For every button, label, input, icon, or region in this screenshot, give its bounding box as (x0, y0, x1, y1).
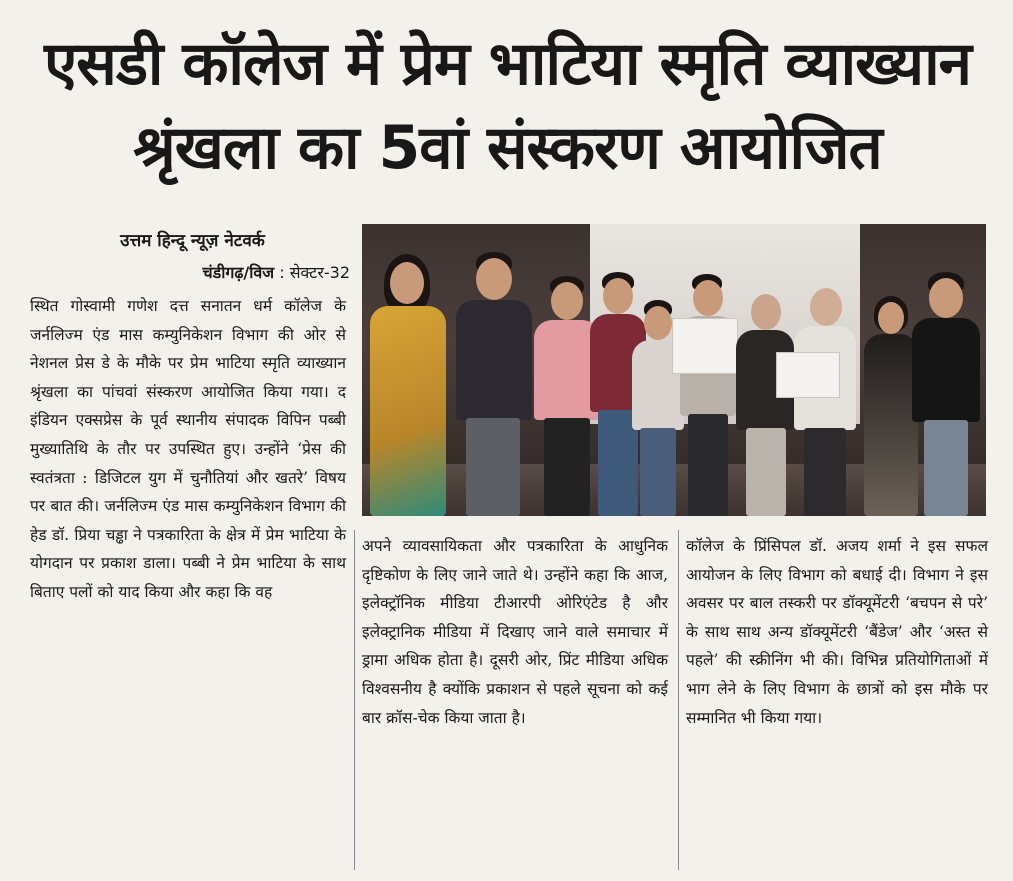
person-6 (678, 274, 738, 516)
column-divider-2 (678, 530, 679, 870)
person-10 (910, 272, 982, 516)
dateline-separator: : (279, 263, 285, 282)
article-column-1-text: स्थित गोस्वामी गणेश दत्त सनातन धर्म कॉलेज के जर्नलिज्म एंड मास कम्युनिकेशन विभाग की ओर से नेशनल प्रेस डे के मौके पर प्रेम भाटिया स्मृति व्याख्यान श्रृंखला का पांचवां संस्करण आयोजित किया गया। द इंडियन एक्सप्रेस के पूर्व स्थानीय संपादक विपिन पब्बी मुख्यातिथि के तौर पर उपस्थित हुए। उन्होंने ‘प्रेस की स्वतंत्रता : डिजिटल युग में चुनौतियां और खतरे’ विषय पर बात की। जर्नलिज्म एंड मास कम्युनिकेशन विभाग की हेड डॉ. प्रिया चड्ढा ने पत्रकारिता के क्षेत्र में प्रेम भाटिया के योगदान पर प्रकाश डाला। पब्बी ने प्रेम भाटिया के साथ बिताए पलों को याद किया और कहा कि वह (30, 297, 346, 601)
article-column-3-text: कॉलेज के प्रिंसिपल डॉ. अजय शर्मा ने इस सफल आयोजन के लिए विभाग को बधाई दी। विभाग ने इस अवसर पर बाल तस्करी पर डॉक्यूमेंटरी ‘बचपन से परे’ के साथ साथ अन्य डॉक्यूमेंटरी ‘बैंडेज’ और ‘अस्त से पहले’ की स्क्रीनिंग भी की। विभिन्न प्रतियोगिताओं में भाग लेने के लिए विभाग के छात्रों को इस मौके पर सम्मानित भी किया गया। (686, 537, 988, 727)
article-column-3 (686, 532, 988, 872)
person-8 (792, 288, 858, 516)
person-7 (734, 294, 796, 516)
news-photo (362, 224, 986, 516)
dateline-place: चंडीगढ़/विज (202, 263, 275, 282)
headline (20, 22, 995, 190)
person-2 (452, 252, 534, 516)
certificate-2 (776, 352, 840, 398)
article-column-2 (362, 532, 668, 872)
headline-line-1: एसडी कॉलेज में प्रेम भाटिया स्मृति व्याख्यान (44, 29, 971, 99)
certificate-1 (672, 318, 738, 374)
article-column-1 (30, 292, 346, 872)
person-1 (368, 254, 448, 516)
dateline (40, 260, 350, 286)
article-column-2-text: अपने व्यावसायिकता और पत्रकारिता के आधुनिक दृष्टिकोण के लिए जाने जाते थे। उन्होंने कहा कि आज, इलेक्ट्रॉनिक मीडिया टीआरपी ओरिएंटेड है और इलेक्ट्रानिक मीडिया में दिखाए जाने वाले समाचार में ड्रामा अधिक होता है। दूसरी ओर, प्रिंट मीडिया अधिक विश्वसनीय है क्योंकि प्रकाशन से पहले सूचना को कई बार क्रॉस-चेक किया जाता है। (362, 537, 668, 727)
column-divider-1 (354, 530, 355, 870)
headline-line-2: श्रृंखला का 5वां संस्करण आयोजित (133, 113, 882, 183)
dateline-rest: सेक्टर-32 (289, 263, 350, 282)
byline: उत्तम हिन्दू न्यूज़ नेटवर्क (120, 231, 265, 251)
